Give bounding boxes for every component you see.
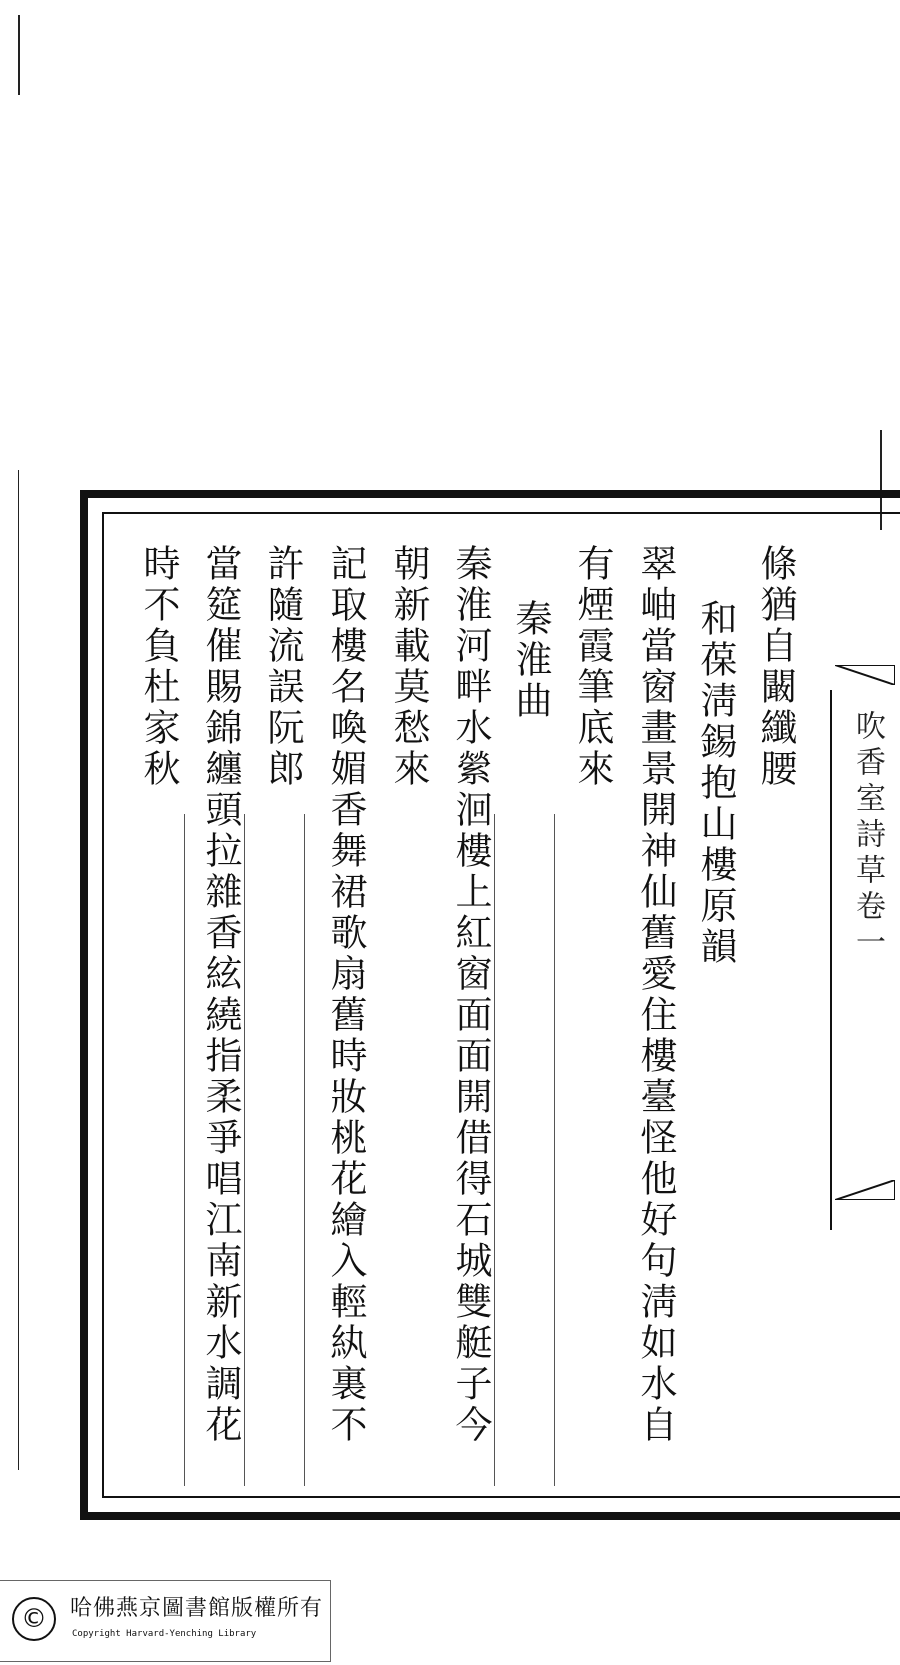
- text-column-3: 翠岫當窗畫景開神仙舊愛住樓臺怪他好句淸如水自: [634, 544, 677, 1446]
- text-column-9: 許隨流誤阮郎: [261, 544, 304, 790]
- column-rule: [304, 814, 305, 1486]
- text-column-1: 條猶自闞纖腰: [754, 544, 797, 790]
- column-rule: [244, 814, 245, 1486]
- text-frame: [80, 490, 900, 1520]
- text-frame-inner: [102, 512, 900, 1498]
- margin-title: 吹香室詩草卷一: [850, 710, 885, 962]
- copyright-stamp: [0, 1580, 331, 1662]
- column-rule: [554, 814, 555, 1486]
- text-column-7: 朝新載莫愁來: [387, 544, 430, 790]
- copyright-english: Copyright Harvard-Yenching Library: [72, 1629, 257, 1639]
- column-rule: [184, 814, 185, 1486]
- text-column-2: 和葆淸錫抱山樓原韻: [694, 599, 737, 968]
- text-column-5: 秦淮曲: [509, 599, 552, 722]
- text-column-4: 有煙霞筆底來: [571, 544, 614, 790]
- copyright-chinese: 哈佛燕京圖書館版權所有: [70, 1596, 324, 1621]
- column-rule: [494, 814, 495, 1486]
- left-page-edge: [18, 15, 20, 95]
- copyright-icon: ©: [12, 1597, 56, 1641]
- text-column-10: 當筵催賜錦纏頭拉雜香絃繞指柔爭唱江南新水調花: [199, 544, 242, 1446]
- fish-tail-lower: [835, 1180, 895, 1200]
- fish-tail-upper: [835, 665, 895, 685]
- text-column-8: 記取樓名喚媚香舞裙歌扇舊時妝桃花繪入輕紈裏不: [324, 544, 367, 1446]
- text-column-6: 秦淮河畔水縈洄樓上紅窗面面開借得石城雙艇子今: [449, 544, 492, 1446]
- text-column-11: 時不負杜家秋: [137, 544, 180, 790]
- left-page-edge-lower: [18, 470, 19, 1470]
